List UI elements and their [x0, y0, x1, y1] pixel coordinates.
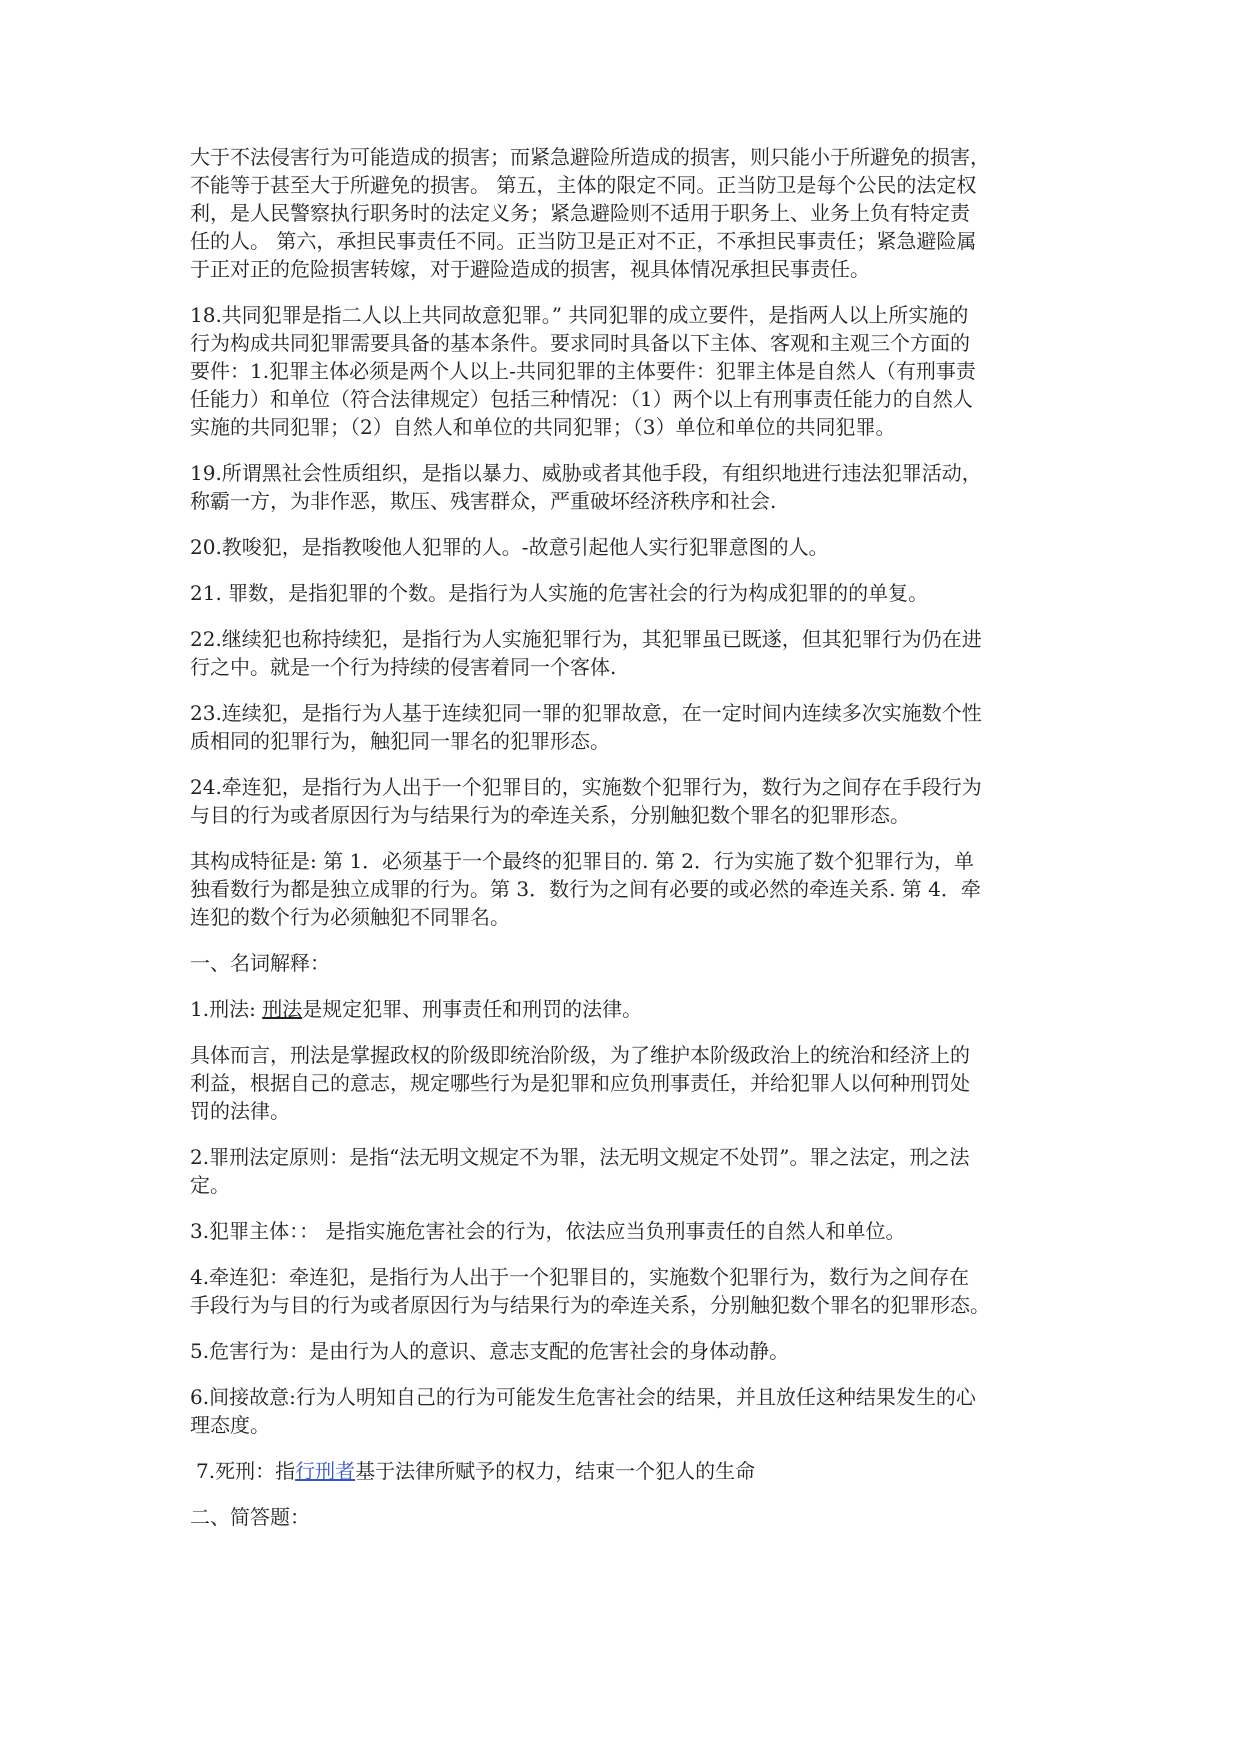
section-heading-short-answer: [190, 1503, 1070, 1531]
text-line: 理态度。: [190, 1413, 270, 1437]
paragraph-18: [190, 301, 1070, 441]
text-line: 行为构成共同犯罪需要具备的基本条件。要求同时具备以下主体、客观和主观三个方面的: [190, 331, 970, 355]
text-line: 20.教唆犯，是指教唆他人犯罪的人。-故意引起他人实行犯罪意图的人。: [190, 535, 829, 559]
paragraph-continuation: [190, 143, 1070, 283]
text-line: 行之中。就是一个行为持续的侵害着同一个客体.: [190, 655, 617, 679]
text-line: 19.所谓黑社会性质组织，是指以暴力、威胁或者其他手段，有组织地进行违法犯罪活动，: [190, 461, 982, 485]
definition-text: 是规定犯罪、刑事责任和刑罚的法律。: [302, 997, 643, 1021]
text-line: 2.罪刑法定原则：是指“法无明文规定不为罪，法无明文规定不处罚”。罪之法定，刑之法: [190, 1145, 970, 1169]
underlined-term: 刑法: [262, 997, 303, 1021]
paragraph-20: [190, 533, 1070, 561]
paragraph-19: [190, 459, 1070, 515]
text-line: 于正对正的危险损害转嫁，对于避险造成的损害，视具体情况承担民事责任。: [190, 257, 870, 281]
text-line: 23.连续犯，是指行为人基于连续犯同一罪的犯罪故意，在一定时间内连续多次实施数个性: [190, 701, 982, 725]
text-line: 6.间接故意:行为人明知自己的行为可能发生危害社会的结果，并且放任这种结果发生的心: [190, 1385, 976, 1409]
text-line: 大于不法侵害行为可能造成的损害；而紧急避险所造成的损害，则只能小于所避免的损害，: [190, 145, 990, 169]
paragraph-21: [190, 579, 1070, 607]
definition-prefix: 7.死刑：指: [196, 1459, 296, 1483]
definition-4: [190, 1263, 1070, 1319]
text-line: 其构成特征是: 第 1．必须基于一个最终的犯罪目的. 第 2．行为实施了数个犯罪行为，单: [190, 849, 974, 873]
text-line: 质相同的犯罪行为，触犯同一罪名的犯罪形态。: [190, 729, 610, 753]
text-line: 要件：1.犯罪主体必须是两个人以上-共同犯罪的主体要件：犯罪主体是自然人（有刑事责: [190, 359, 976, 383]
text-line: 4.牵连犯：牵连犯，是指行为人出于一个犯罪目的，实施数个犯罪行为，数行为之间存在: [190, 1265, 970, 1289]
paragraph-24: [190, 773, 1070, 829]
text-line: 具体而言，刑法是掌握政权的阶级即统治阶级，为了维护本阶级政治上的统治和经济上的: [190, 1043, 970, 1067]
paragraph-features: [190, 847, 1070, 931]
text-line: 独看数行为都是独立成罪的行为。第 3．数行为之间有必要的或必然的牵连关系. 第 4．牵: [190, 877, 981, 901]
text-line: 罚的法律。: [190, 1099, 290, 1123]
text-line: 定。: [190, 1173, 230, 1197]
text-line: 5.危害行为：是由行为人的意识、意志支配的危害社会的身体动静。: [190, 1339, 790, 1363]
text-line: 称霸一方，为非作恶，欺压、残害群众，严重破坏经济秩序和社会.: [190, 489, 777, 513]
text-line: 利益，根据自己的意志，规定哪些行为是犯罪和应负刑事责任，并给犯罪人以何种刑罚处: [190, 1071, 970, 1095]
paragraph-criminal-law-detail: [190, 1041, 1070, 1125]
definition-5: [190, 1337, 1070, 1365]
paragraph-22: [190, 625, 1070, 681]
text-line: 实施的共同犯罪；（2）自然人和单位的共同犯罪；（3）单位和单位的共同犯罪。: [190, 415, 896, 439]
definition-prefix: 1.刑法:: [190, 997, 263, 1021]
section-heading-terms: [190, 949, 1070, 977]
definition-2: [190, 1143, 1070, 1199]
text-line: 22.继续犯也称持续犯，是指行为人实施犯罪行为，其犯罪虽已既遂，但其犯罪行为仍在进: [190, 627, 982, 651]
text-line: 任的人。 第六，承担民事责任不同。正当防卫是正对不正，不承担民事责任；紧急避险属: [190, 229, 977, 253]
section-heading: 一、名词解释：: [190, 951, 330, 975]
definition-text: 基于法律所赋予的权力，结束一个犯人的生命: [355, 1459, 756, 1483]
text-line: 连犯的数个行为必须触犯不同罪名。: [190, 905, 510, 929]
document-page: [190, 143, 1070, 1549]
definition-7: [190, 1457, 1070, 1485]
text-line: 18.共同犯罪是指二人以上共同故意犯罪。” 共同犯罪的成立要件，是指两人以上所实施的: [190, 303, 969, 327]
section-heading: 二、简答题：: [190, 1505, 310, 1529]
text-line: 3.犯罪主体：： 是指实施危害社会的行为，依法应当负刑事责任的自然人和单位。: [190, 1219, 906, 1243]
definition-1: [190, 995, 1070, 1023]
paragraph-23: [190, 699, 1070, 755]
text-line: 24.牵连犯，是指行为人出于一个犯罪目的，实施数个犯罪行为，数行为之间存在手段行为: [190, 775, 982, 799]
executioner-link[interactable]: 行刑者: [295, 1459, 356, 1483]
text-line: 不能等于甚至大于所避免的损害。 第五，主体的限定不同。正当防卫是每个公民的法定权: [190, 173, 977, 197]
text-line: 21. 罪数，是指犯罪的个数。是指行为人实施的危害社会的行为构成犯罪的的单复。: [190, 581, 929, 605]
text-line: 手段行为与目的行为或者原因行为与结果行为的牵连关系，分别触犯数个罪名的犯罪形态。: [190, 1293, 990, 1317]
text-line: 与目的行为或者原因行为与结果行为的牵连关系，分别触犯数个罪名的犯罪形态。: [190, 803, 910, 827]
definition-3: [190, 1217, 1070, 1245]
definition-6: [190, 1383, 1070, 1439]
text-line: 任能力）和单位（符合法律规定）包括三种情况：（1）两个以上有刑事责任能力的自然人: [190, 387, 973, 411]
text-line: 利，是人民警察执行职务时的法定义务；紧急避险则不适用于职务上、业务上负有特定责: [190, 201, 970, 225]
